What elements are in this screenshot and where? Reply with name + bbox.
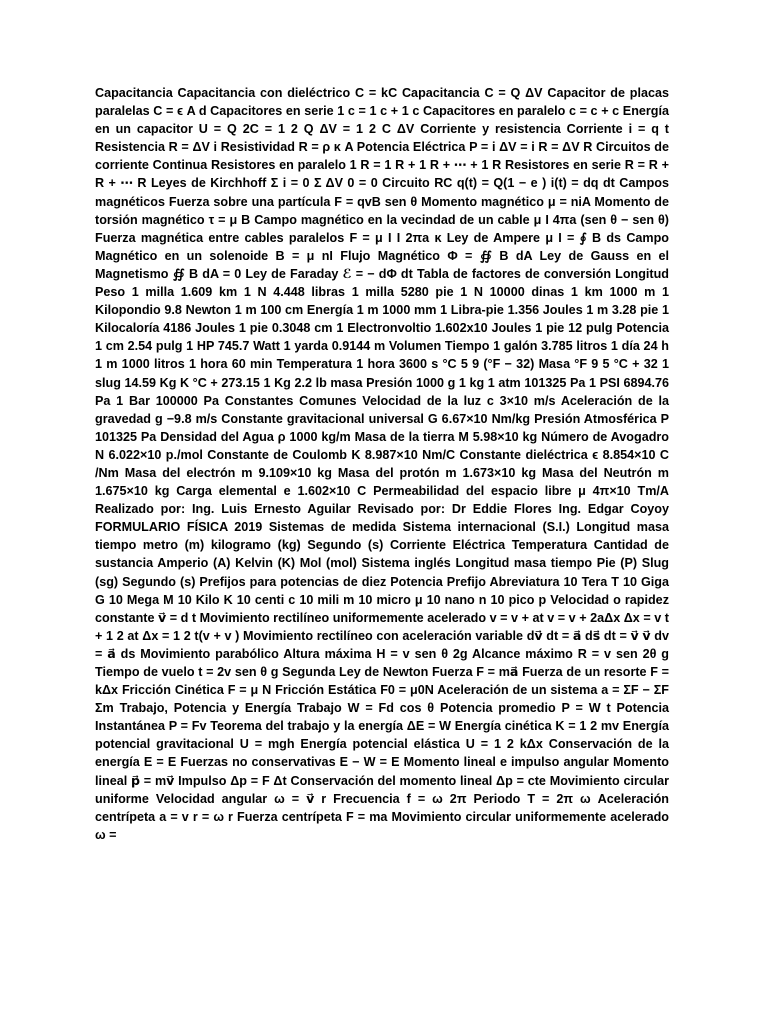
- formula-sheet-text: Capacitancia Capacitancia con dieléctrico C = kC Capacitancia C = Q ΔV Capacitor de placas paralelas C = ϵ A d Capacitores en serie 1 c = 1 c + 1 c Capacitores en paralelo c = c + c Energía en un capacitor U = Q 2C = 1 2 Q ΔV = 1 2 C ΔV Corriente y resistencia Corriente i = q t Resistencia R = ΔV i Resistividad R = ρ κ A Potencia Eléctrica P = i ΔV = i R = ΔV R Circuitos de corriente Continua Resistores en paralelo 1 R = 1 R + 1 R + ⋯ + 1 R Resistores en serie R = R + R + ⋯ R Leyes de Kirchhoff Σ i = 0 Σ ΔV 0 = 0 Circuito RC q(t) = Q(1 − e ) i(t) = dq dt Campos magnéticos Fuerza sobre una partícula F = qvB sen θ Momento magnético μ = niA Momento de torsión magnético τ = μ B Campo magnético en la vecindad de un cable μ I 4πa (sen θ − sen θ) Fuerza magnética entre cables paralelos F = μ I I 2πa κ Ley de Ampere μ I = ∮ B ds Campo Magnético en un solenoide B = μ nI Flujo Magnético Φ = ∯ B dA Ley de Gauss en el Magnetismo ∯ B dA = 0 Ley de Faraday ℰ = − dΦ dt Tabla de factores de conversión Longitud Peso 1 milla 1.609 km 1 N 4.448 libras 1 milla 5280 pie 1 N 10000 dinas 1 km 1000 m 1 Kilopondio 9.8 Newton 1 m 100 cm Energía 1 m 1000 mm 1 Libra-pie 1.356 Joules 1 m 3.28 pie 1 Kilocaloría 4186 Joules 1 pie 0.3048 cm 1 Electronvoltio 1.602x10 Joules 1 pie 12 pulg Potencia 1 cm 2.54 pulg 1 HP 745.7 Watt 1 yarda 0.9144 m Volumen Tiempo 1 galón 3.785 litros 1 día 24 h 1 m 1000 litros 1 hora 60 min Temperatura 1 hora 3600 s °C 5 9 (°F − 32) Masa °F 9 5 °C + 32 1 slug 14.59 Kg K °C + 273.15 1 Kg 2.2 lb masa Presión 1000 g 1 kg 1 atm 101325 Pa 1 PSI 6894.76 Pa 1 Bar 100000 Pa Constantes Comunes Velocidad de la luz c 3×10 m/s Aceleración de la gravedad g −9.8 m/s Constante gravitacional universal G 6.67×10 Nm/kg Presión Atmosférica P 101325 Pa Densidad del Agua ρ 1000 kg/m Masa de la tierra M 5.98×10 kg Número de Avogadro N 6.022×10 p./mol Constante de Coulomb K 8.987×10 Nm/C Constante dieléctrica ϵ 8.854×10 C /Nm Masa del electrón m 9.109×10 kg Masa del protón m 1.673×10 kg Masa del Neutrón m 1.675×10 kg Carga elemental e 1.602×10 C Permeabilidad del espacio libre μ 4π×10 Tm/A Realizado por: Ing. Luis Ernesto Aguilar Revisado por: Dr Eddie Flores Ing. Edgar Coyoy FORMULARIO FÍSICA 2019 Sistemas de medida Sistema internacional (S.I.) Longitud masa tiempo metro (m) kilogramo (kg) Segundo (s) Corriente Eléctrica Temperatura Cantidad de sustancia Amperio (A) Kelvin (K) Mol (mol) Sistema inglés Longitud masa tiempo Pie (P) Slug (sg) Segundo (s) Prefijos para potencias de diez Potencia Prefijo Abreviatura 10 Tera T 10 Giga G 10 Mega M 10 Kilo K 10 centi c 10 mili m 10 micro μ 10 nano n 10 pico p Velocidad o rapidez constante v⃗ = d t Movimiento rectilíneo uniformemente acelerado v = v + at v = v + 2aΔx Δx = v t + 1 2 at Δx = 1 2 t(v + v ) Movimiento rectilíneo con aceleración variable dv⃗ dt = a⃗ ds⃗ dt = v⃗ v⃗ dv = a⃗ ds Movimiento parabólico Altura máxima H = v sen θ 2g Alcance máximo R = v sen 2θ g Tiempo de vuelo t = 2v sen θ g Segunda Ley de Newton Fuerza F = ma⃗ Fuerza de un resorte F = kΔx Fricción Cinética F = μ N Fricción Estática F0 = μ0N Aceleración de un sistema a = ΣF − ΣF Σm Trabajo, Potencia y Energía Trabajo W = Fd cos θ Potencia promedio P = W t Potencia Instantánea P = Fv Teorema del trabajo y la energía ΔE = W Energía cinética K = 1 2 mv Energía potencial gravitacional U = mgh Energía potencial elástica U = 1 2 kΔx Conservación de la energía E = E Fuerzas no conservativas E − W = E Momento lineal e impulso angular Momento lineal p⃗ = mv⃗ Impulso Δp = F Δt Conservación del momento lineal Δp = cte Movimiento circular uniforme Velocidad angular ω = v⃗ r Frecuencia f = ω 2π Periodo T = 2π ω Aceleración centrípeta a = v r = ω r Fuerza centrípeta F = ma Movimiento circular uniformemente acelerado ω =: [95, 86, 669, 842]
